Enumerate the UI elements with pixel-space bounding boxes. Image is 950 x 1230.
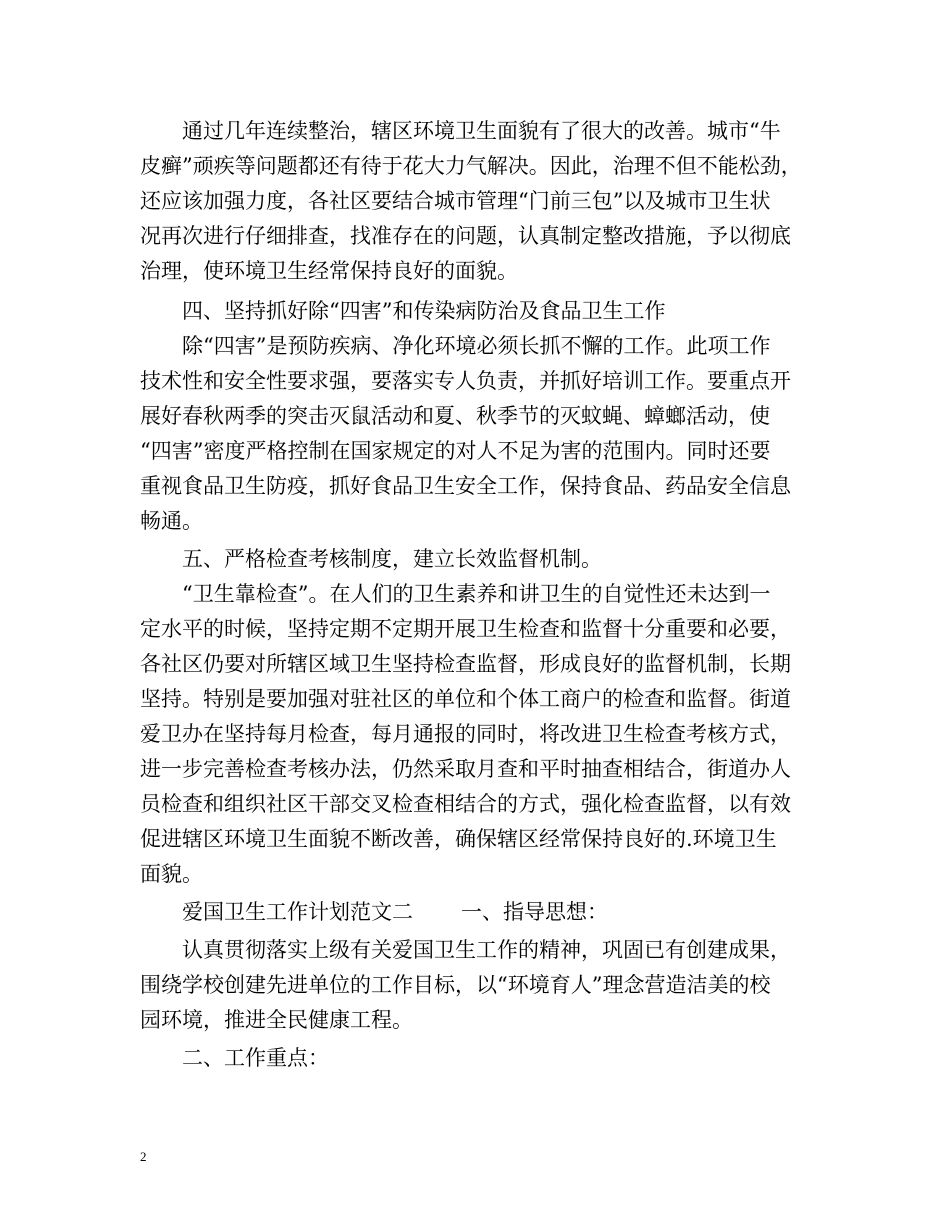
text-line: 畅通。	[140, 509, 203, 533]
text-line: 展好春秋两季的突击灭鼠活动和夏、秋季节的灭蚊蝇、蟑螂活动，使	[140, 404, 770, 428]
text-line: 皮癣”顽疾等问题都还有待于花大力气解决。因此，治理不但不能松劲，	[140, 154, 802, 178]
text-line: 除“四害”是预防疾病、净化环境必须长抓不懈的工作。此项工作	[140, 334, 771, 358]
section-heading: 五、严格检查考核制度，建立长效监督机制。	[140, 547, 602, 571]
text-line: 进一步完善检查考核办法，仍然采取月查和平时抽查相结合，街道办人	[140, 757, 791, 781]
text-line: 认真贯彻落实上级有关爱国卫生工作的精神，巩固已有创建成果，	[140, 938, 791, 962]
text-line: 爱卫办在坚持每月检查，每月通报的同时，将改进卫生检查考核方式，	[140, 722, 791, 746]
section-heading: 四、坚持抓好除“四害”和传染病防治及食品卫生工作	[140, 299, 666, 323]
text-line: “四害”密度严格控制在国家规定的对人不足为害的范围内。同时还要	[140, 439, 771, 463]
text-line: 技术性和安全性要求强，要落实专人负责，并抓好培训工作。要重点开	[140, 369, 791, 393]
text-line: 重视食品卫生防疫，抓好食品卫生安全工作，保持食品、药品安全信息	[140, 474, 791, 498]
text-line: 促进辖区环境卫生面貌不断改善，确保辖区经常保持良好的.环境卫生	[140, 827, 777, 851]
text-line: 治理，使环境卫生经常保持良好的面貌。	[140, 259, 518, 283]
text-line: 坚持。特别是要加强对驻社区的单位和个体工商户的检查和监督。街道	[140, 687, 791, 711]
text-line: 围绕学校创建先进单位的工作目标，以“环境育人”理念营造洁美的校	[140, 973, 771, 997]
text-line: 员检查和组织社区干部交叉检查相结合的方式，强化检查监督，以有效	[140, 792, 791, 816]
text-line: 定水平的时候，坚持定期不定期开展卫生检查和监督十分重要和必要，	[140, 617, 791, 641]
text-line: 况再次进行仔细排查，找准存在的问题，认真制定整改措施，予以彻底	[140, 224, 791, 248]
text-line: 面貌。	[140, 862, 203, 886]
page-number: 2	[140, 1149, 147, 1164]
text-line: “卫生靠检查”。在人们的卫生素养和讲卫生的自觉性还未达到一	[140, 582, 771, 606]
text-line: 园环境，推进全民健康工程。	[140, 1008, 413, 1032]
text-line: 通过几年连续整治，辖区环境卫生面貌有了很大的改善。城市“牛	[140, 119, 781, 143]
plan-title-line	[140, 898, 820, 926]
plan-title: 爱国卫生工作计划范文二	[140, 900, 413, 924]
section-heading: 二、工作重点：	[140, 1046, 329, 1070]
text-line: 还应该加强力度，各社区要结合城市管理“门前三包”以及城市卫生状	[140, 189, 771, 213]
text-line: 各社区仍要对所辖区域卫生坚持检查监督，形成良好的监督机制，长期	[140, 652, 791, 676]
plan-section-heading: 一、指导思想：	[461, 900, 608, 924]
